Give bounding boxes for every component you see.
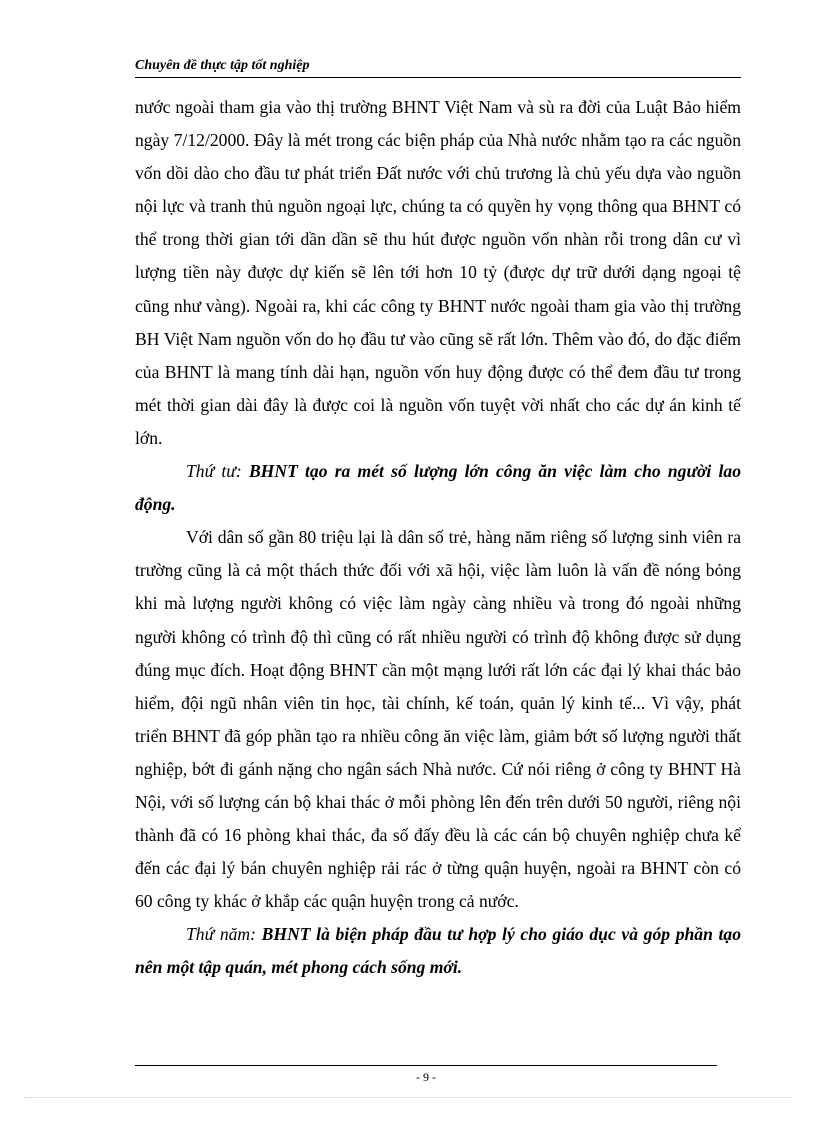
header-rule xyxy=(135,77,741,78)
heading-text-fifth: BHNT là biện pháp đầu tư hợp lý cho giáo dục và góp phần tạo nên một tập quán, mét phong cách sống mới. xyxy=(135,924,742,978)
page-bottom-border xyxy=(24,1097,792,1098)
heading-lead-fourth: Thứ tư: xyxy=(186,461,242,482)
paragraph-employment: Với dân số gần 80 triệu lại là dân số trẻ, hàng năm riêng số lượng sinh viên ra trường cũng là cả một thách thức đối với xã hội, việc làm luôn là vấn đề nóng bỏng khi mà lượng người không có việc làm ngày càng nhiều và trong đó ngoài những người không có trình độ thì cũng có rất nhiều người có trình độ không được sử dụng đúng mục đích. Hoạt động BHNT cần một mạng lưới rất lớn các đại lý khai thác bảo hiểm, đội ngũ nhân viên tin học, tài chính, kế toán, quản lý kinh tế... Vì vậy, phát triển BHNT đã góp phần tạo ra nhiều công ăn việc làm, giảm bớt số lượng người thất nghiệp, bớt đi gánh nặng cho ngân sách Nhà nước. Cứ nói riêng ở công ty BHNT Hà Nội, với số lượng cán bộ khai thác ở mỗi phòng lên đến trên dưới 50 người, riêng nội thành đã có 16 phòng khai thác, đa số đấy đều là các cán bộ chuyên nghiệp chưa kể đến các đại lý bán chuyên nghiệp rải rác ở từng quận huyện, ngoài ra BHNT còn có 60 công ty khác ở khắp các quận huyện trong cả nước. xyxy=(135,527,741,912)
section-heading-fourth xyxy=(135,455,741,521)
paragraph-continuation: nước ngoài tham gia vào thị trường BHNT Việt Nam và sù ra đời của Luật Bảo hiểm ngày 7/12/2000. Đây là mét trong các biện pháp của Nhà nước nhằm tạo ra các nguồn vốn dồi dào cho đầu tư phát triển Đất nước với chủ trương là chủ yếu dựa vào nguồn nội lực và tranh thủ nguồn ngoại lực, chúng ta có quyền hy vọng thông qua BHNT có thể trong thời gian tới dần dần sẽ thu hút được nguồn vốn nhàn rỗi trong dân cư vì lượng tiền này được dự kiến sẽ lên tới hơn 10 tỷ (được dự trữ dưới dạng ngoại tệ cũng như vàng). Ngoài ra, khi các công ty BHNT nước ngoài tham gia vào thị trường BH Việt Nam nguồn vốn do họ đầu tư vào cũng sẽ rất lớn. Thêm vào đó, do đặc điểm của BHNT là mang tính dài hạn, nguồn vốn huy động được có thể đem đầu tư trong mét thời gian dài đây là được coi là nguồn vốn tuyệt vời nhất cho các dự án kinh tế lớn. xyxy=(135,97,741,448)
running-header: Chuyên đề thực tập tốt nghiệp xyxy=(135,58,310,73)
footer-rule xyxy=(135,1065,717,1066)
heading-lead-fifth: Thứ năm: xyxy=(186,924,256,945)
body-text xyxy=(135,91,741,985)
section-heading-fifth xyxy=(135,918,741,984)
page-number: - 9 - xyxy=(416,1070,436,1084)
heading-text-fourth: BHNT tạo ra mét số lượng lớn công ăn việc làm cho người lao động. xyxy=(135,461,741,515)
